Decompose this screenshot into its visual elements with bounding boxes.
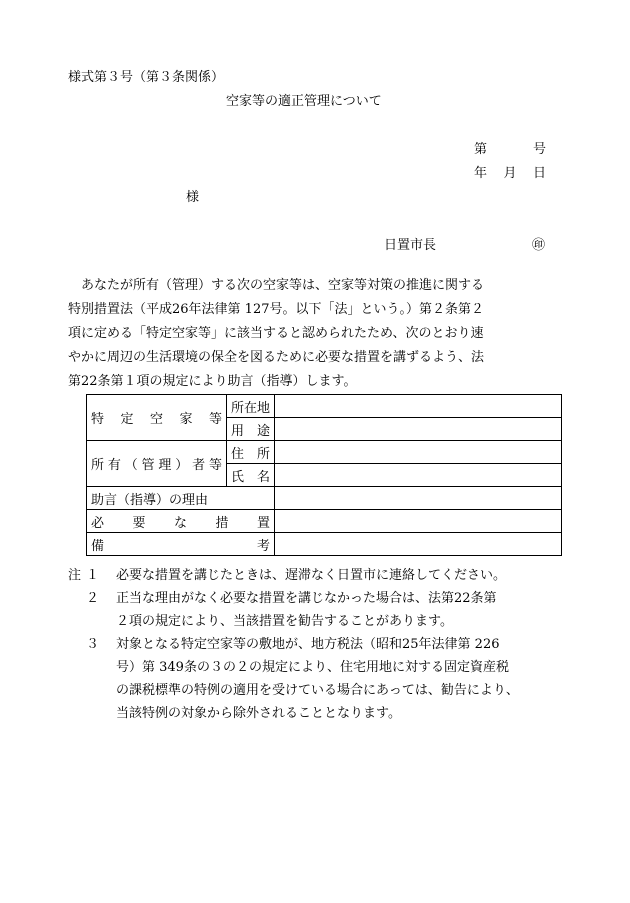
body-text: あなたが所有（管理）する次の空家等は、空家等対策の推進に関する 特別措置法（平成26年法律第 127号。以下「法」という。）第２条第２ 項に定める「特定空家等」に該当すると認められたため、次のとおり速 やかに周辺の生活環境の保全を図るために必要な措置を講ずるよう、法 第22条第１項の規定により助言（指導）します。 bbox=[68, 278, 485, 389]
remarks-label-cell bbox=[87, 533, 275, 556]
note-text: 必要な措置を講じたときは、遅滞なく日置市に連絡してください。 bbox=[116, 568, 507, 583]
note-item bbox=[68, 564, 578, 587]
owner-label: 所有（管理）者等 bbox=[91, 458, 222, 473]
issue-number bbox=[474, 138, 546, 157]
table-row bbox=[87, 533, 562, 556]
measures-value-cell bbox=[275, 510, 562, 533]
use-value-cell bbox=[275, 418, 562, 441]
note-item bbox=[68, 633, 578, 725]
measures-label-cell bbox=[87, 510, 275, 533]
property-label-cell bbox=[87, 395, 227, 441]
issue-number-suffix: 号 bbox=[532, 142, 546, 157]
notes-prefix: 注 bbox=[68, 568, 82, 583]
reason-label-cell bbox=[87, 487, 275, 510]
address-value-cell bbox=[275, 441, 562, 464]
seal-mark: ㊞ bbox=[532, 238, 546, 253]
location-value-cell bbox=[275, 395, 562, 418]
note-number: １ bbox=[86, 568, 100, 583]
name-label: 氏名 bbox=[231, 469, 270, 485]
use-label-cell bbox=[227, 418, 275, 441]
reason-value-cell bbox=[275, 487, 562, 510]
issuer: 日置市長 bbox=[384, 238, 437, 253]
note-item bbox=[68, 587, 578, 633]
property-label: 特定空家等 bbox=[91, 412, 222, 427]
reason-label: 助言（指導）の理由 bbox=[91, 492, 209, 508]
address-label: 住所 bbox=[231, 446, 270, 462]
issue-date-day: 日 bbox=[532, 166, 546, 181]
issue-date-month: 月 bbox=[503, 166, 517, 181]
note-number: ３ bbox=[86, 637, 100, 652]
table-row bbox=[87, 395, 562, 418]
measures-label: 必要な措置 bbox=[91, 515, 270, 531]
name-label-cell bbox=[227, 464, 275, 487]
table-row bbox=[87, 487, 562, 510]
note-text: 正当な理由がなく必要な措置を講じなかった場合は、法第22条第 ２項の規定により、当該措置を勧告することがあります。 bbox=[116, 591, 497, 629]
form-number: 様式第３号（第３条関係） bbox=[68, 70, 225, 85]
remarks-value-cell bbox=[275, 533, 562, 556]
note-number: ２ bbox=[86, 591, 100, 606]
remarks-label: 備考 bbox=[91, 538, 270, 554]
location-label: 所在地 bbox=[231, 400, 271, 416]
issue-number-prefix: 第 bbox=[474, 142, 488, 157]
address-label-cell bbox=[227, 441, 275, 464]
issue-date-year: 年 bbox=[474, 166, 488, 181]
property-table bbox=[86, 394, 562, 556]
table-row bbox=[87, 510, 562, 533]
note-text: 対象となる特定空家等の敷地が、地方税法（昭和25年法律第 226 号）第 349条の３の２の規定により、住宅用地に対する固定資産税 の課税標準の特例の適用を受けている場合にあっては、勧告により、 当該特例の対象から除外されることとなります。 bbox=[116, 637, 519, 721]
name-value-cell bbox=[275, 464, 562, 487]
recipient: 様 bbox=[186, 190, 200, 205]
document-title: 空家等の適正管理について bbox=[226, 94, 382, 109]
notes bbox=[68, 564, 578, 725]
owner-label-cell bbox=[87, 441, 227, 487]
use-label: 用途 bbox=[231, 423, 270, 439]
location-label-cell bbox=[227, 395, 275, 418]
table-row bbox=[87, 441, 562, 464]
issue-date bbox=[474, 162, 546, 181]
